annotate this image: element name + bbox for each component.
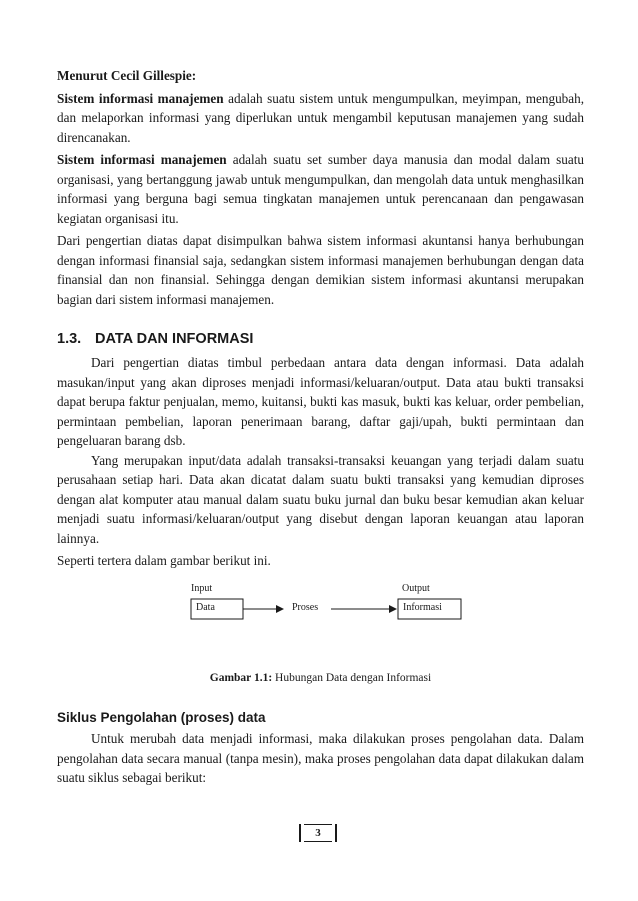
definition-1: [57, 89, 584, 148]
subsection-paragraph: Untuk merubah data menjadi informasi, maka dilakukan proses pengolahan data. Dalam pengolahan data secara manual (tanpa mesin), maka proses pengolahan data dapat dilakukan dalam suatu siklus sebagai berikut:: [57, 731, 584, 785]
caption-label: Gambar 1.1:: [209, 671, 273, 684]
data-box-label: Data: [196, 601, 215, 613]
caption-text: Hubungan Data dengan Informasi: [272, 671, 432, 684]
process-label: Proses: [292, 601, 319, 613]
output-label: Output: [402, 582, 430, 594]
page-number-bar-right: [335, 824, 337, 842]
section-paragraph-2: Yang merupakan input/data adalah transaksi-transaksi keuangan yang terjadi dalam suatu perusahaan setiap hari. Data akan dicatat dalam suatu bukti transaksi yang kemudian diproses dengan alat komputer atau manual dalam suatu buku jurnal dan buku besar kemudian akan keluar menjadi suatu informasi/keluaran/output yang disebut dengan laporan keuangan atau laporan lainnya.: [57, 452, 584, 546]
section-lead-in: Seperti tertera dalam gambar berikut ini.: [57, 553, 271, 568]
definition-1-term: Sistem informasi manajemen: [57, 90, 224, 106]
data-information-diagram: [57, 581, 584, 669]
definition-2-text: adalah suatu set sumber daya manusia dan modal dalam suatu organisasi, yang bertanggung jawab untuk mengumpulkan, dan mengolah data untuk menghasilkan informasi yang berguna bagi semua tingkatan manajemen untuk perencanaan dan pengawasan kegiatan organisasi itu.: [57, 152, 585, 226]
info-box-label: Informasi: [403, 601, 442, 613]
figure-caption: [57, 669, 584, 689]
page-content: [57, 66, 584, 788]
section-number: 1.3.: [57, 331, 82, 347]
subsection-title: Siklus Pengolahan (proses) data: [57, 710, 266, 725]
page-number-marker: [298, 824, 338, 842]
page-number-bar-left: [299, 824, 301, 842]
section-title-text: DATA DAN INFORMASI: [95, 331, 254, 347]
section-paragraph-1: Dari pengertian diatas timbul perbedaan antara data dengan informasi. Data adalah masukan/input yang akan diproses menjadi informasi/keluaran/output. Data atau bukti transaksi dapat berupa faktur penjualan, memo, kuitansi, bukti kas masuk, bukti kas keluar, order pembelian, permintaan pembelian, laporan penerimaan barang, daftar gaji/upah, bukti permintaan dan pengeluaran barang dsb.: [57, 355, 584, 448]
intro-heading: Menurut Cecil Gillespie:: [57, 68, 197, 83]
definition-2: [57, 150, 584, 228]
page-number: 3: [304, 824, 332, 842]
conclusion-paragraph: Dari pengertian diatas dapat disimpulkan bahwa sistem informasi akuntansi hanya berhubungan dengan informasi finansial saja, sedangkan sistem informasi manajemen berhubungan dengan data finansial dan non finansial. Sehingga dengan demikian sistem informasi akuntansi merupakan bagian dari sistem informasi manajemen.: [57, 233, 584, 307]
definition-2-term: Sistem informasi manajemen: [57, 152, 227, 167]
section-title: [57, 331, 584, 347]
diagram-svg: [57, 581, 584, 641]
input-label: Input: [191, 582, 213, 594]
definition-1-text: adalah suatu sistem untuk mengumpulkan, meyimpan, mengubah, dan melaporkan informasi yang diperlukan untuk mengambil keputusan manajemen yang sudah direncanakan.: [57, 90, 584, 145]
